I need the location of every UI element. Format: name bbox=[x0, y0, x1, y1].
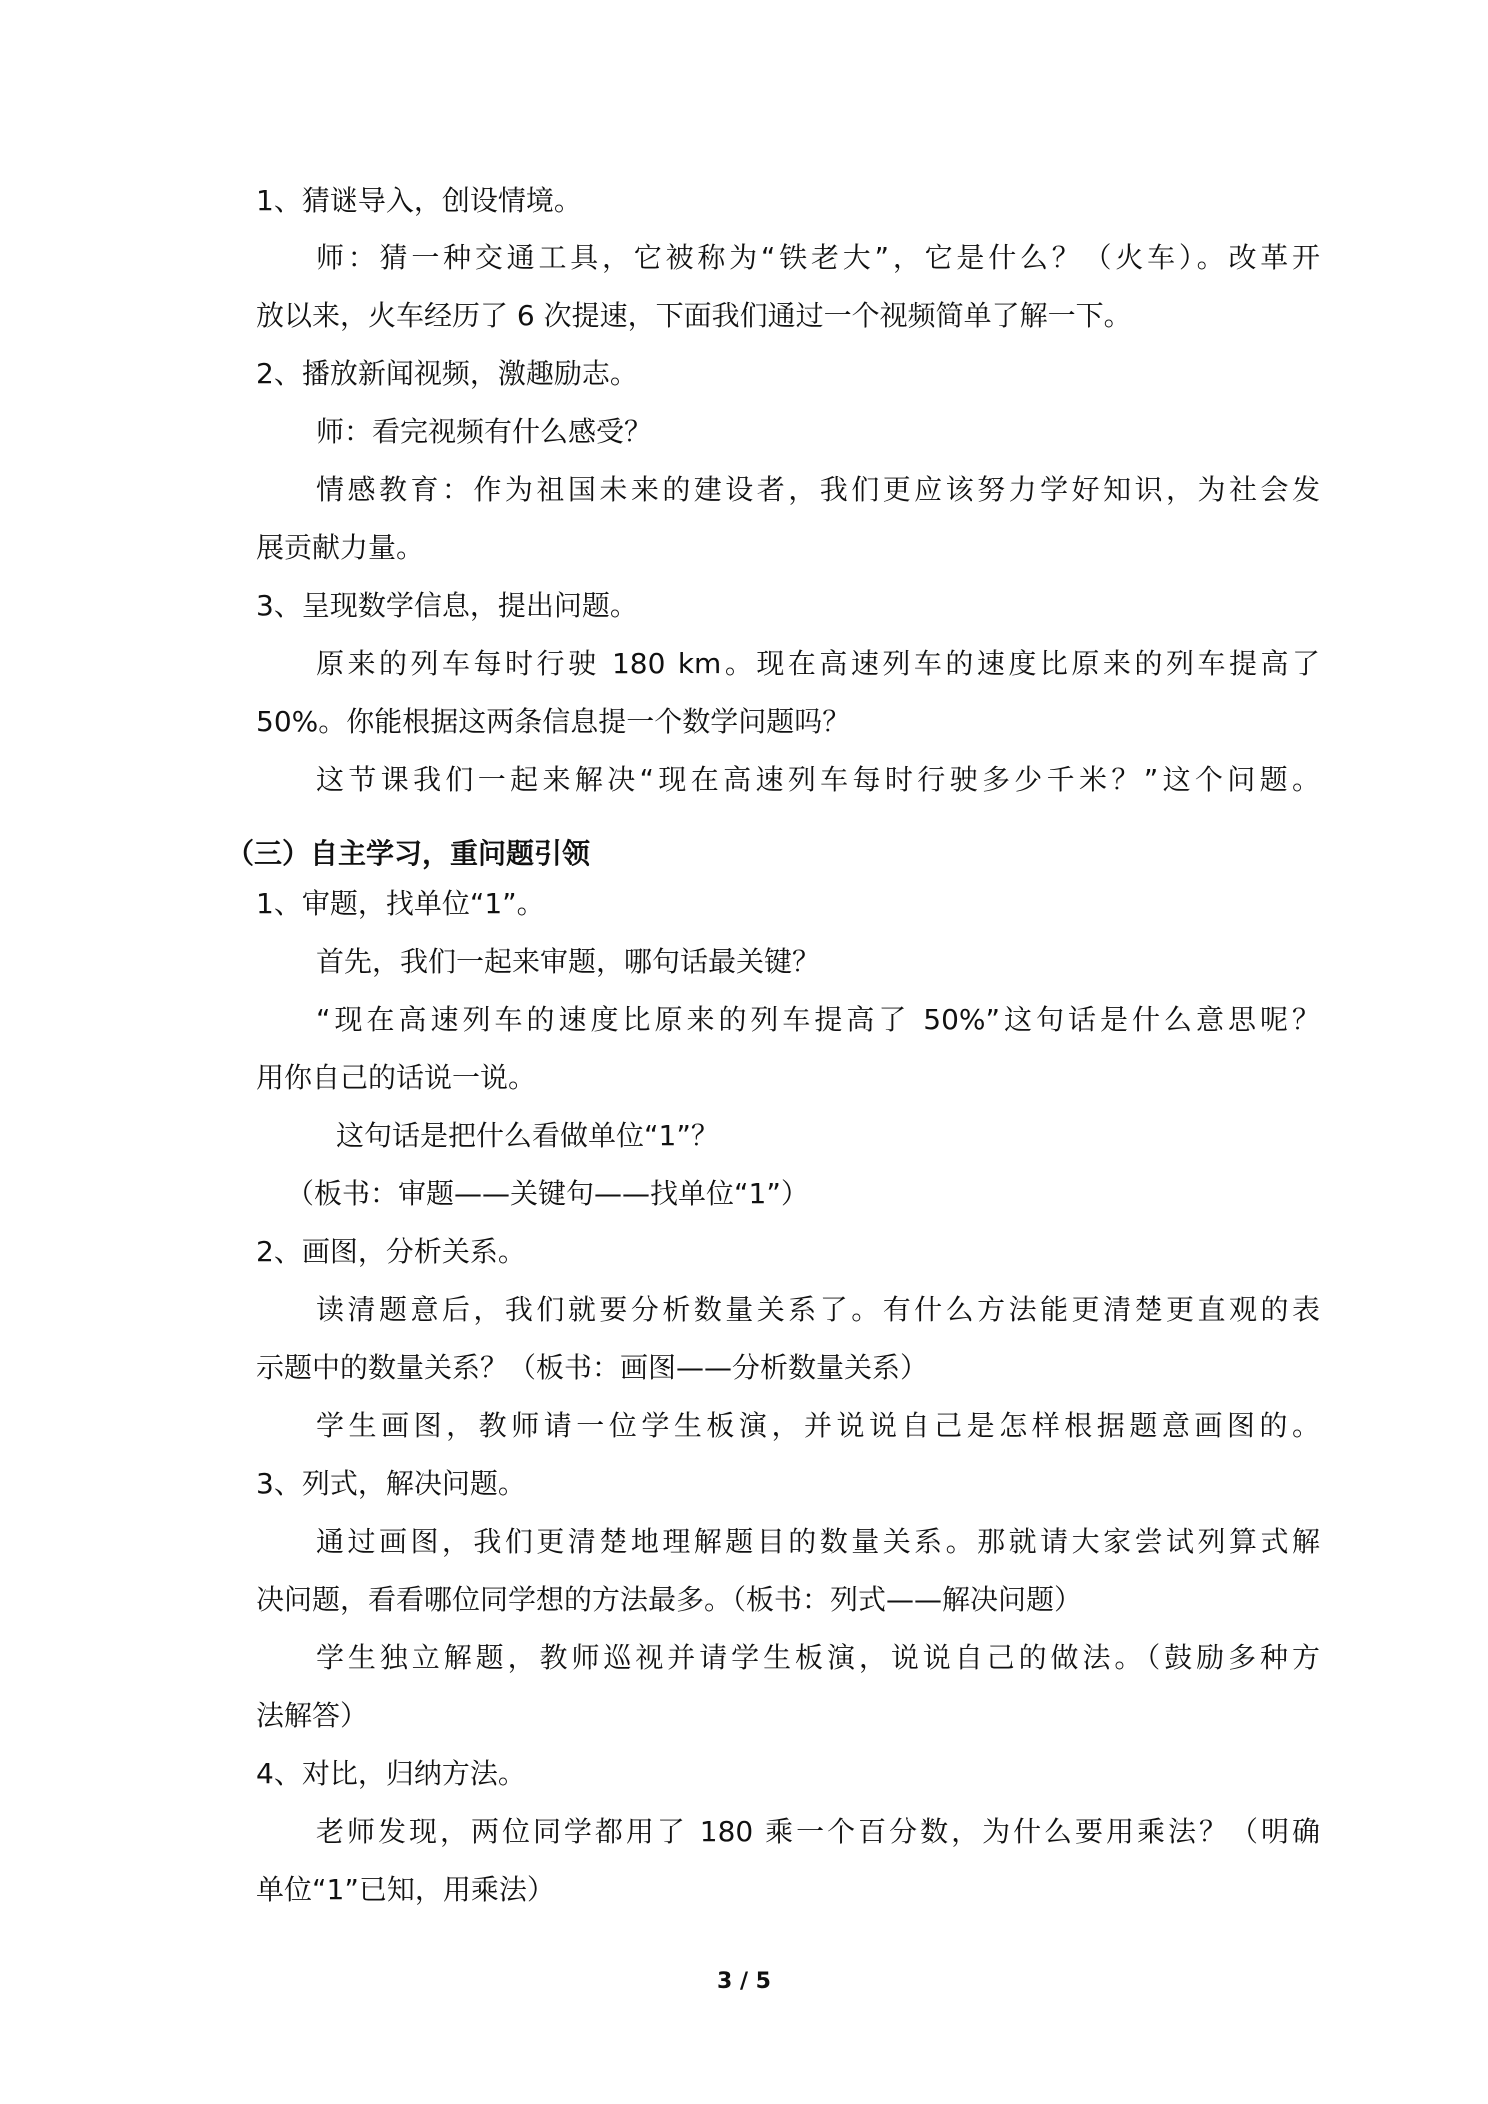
paragraph-line: 法解答） bbox=[256, 1699, 369, 1732]
paragraph-line: 这节课我们一起来解决“现在高速列车每时行驶多少千米？”这个问题。 bbox=[316, 763, 1320, 796]
list-item-1: 1、审题，找单位“1”。 bbox=[256, 887, 545, 920]
list-item-1: 1、猜谜导入，创设情境。 bbox=[256, 184, 582, 217]
paragraph-line: 用你自己的话说一说。 bbox=[256, 1061, 537, 1094]
list-item-3: 3、列式，解决问题。 bbox=[256, 1467, 526, 1500]
section-heading: （三）自主学习，重问题引领 bbox=[226, 837, 591, 870]
paragraph-line: 首先，我们一起来审题，哪句话最关键？ bbox=[316, 945, 821, 978]
paragraph-line: 示题中的数量关系？（板书：画图——分析数量关系） bbox=[256, 1351, 929, 1384]
list-item-2: 2、画图，分析关系。 bbox=[256, 1235, 526, 1268]
paragraph-line: 学生独立解题，教师巡视并请学生板演，说说自己的做法。（鼓励多种方 bbox=[316, 1641, 1320, 1674]
paragraph-line: 决问题，看看哪位同学想的方法最多。（板书：列式——解决问题） bbox=[256, 1583, 1083, 1616]
paragraph-line: 展贡献力量。 bbox=[256, 531, 425, 564]
paragraph-line: 老师发现，两位同学都用了 180 乘一个百分数，为什么要用乘法？（明确 bbox=[316, 1815, 1320, 1848]
board-note: （板书：审题——关键句——找单位“1”） bbox=[286, 1177, 809, 1210]
paragraph-line: 原来的列车每时行驶 180 km。现在高速列车的速度比原来的列车提高了 bbox=[316, 647, 1320, 680]
paragraph-line: 师：看完视频有什么感受？ bbox=[316, 415, 653, 448]
paragraph-line: 读清题意后，我们就要分析数量关系了。有什么方法能更清楚更直观的表 bbox=[316, 1293, 1320, 1326]
page-number: 3 / 5 bbox=[717, 1969, 771, 1994]
paragraph-line: 50%。你能根据这两条信息提一个数学问题吗？ bbox=[256, 705, 851, 738]
list-item-3: 3、呈现数学信息，提出问题。 bbox=[256, 589, 638, 622]
paragraph-line: 单位“1”已知，用乘法） bbox=[256, 1873, 555, 1906]
paragraph-line: 放以来，火车经历了 6 次提速，下面我们通过一个视频简单了解一下。 bbox=[256, 299, 1132, 332]
paragraph-line: 师：猜一种交通工具，它被称为“铁老大”，它是什么？（火车）。改革开 bbox=[316, 241, 1320, 274]
list-item-4: 4、对比，归纳方法。 bbox=[256, 1757, 526, 1790]
paragraph-line: 这句话是把什么看做单位“1”？ bbox=[336, 1119, 719, 1152]
paragraph-line: 通过画图，我们更清楚地理解题目的数量关系。那就请大家尝试列算式解 bbox=[316, 1525, 1320, 1558]
paragraph-line: 学生画图，教师请一位学生板演，并说说自己是怎样根据题意画图的。 bbox=[316, 1409, 1320, 1442]
paragraph-line: “现在高速列车的速度比原来的列车提高了 50%”这句话是什么意思呢？ bbox=[316, 1003, 1320, 1036]
list-item-2: 2、播放新闻视频，激趣励志。 bbox=[256, 357, 638, 390]
paragraph-line: 情感教育：作为祖国未来的建设者，我们更应该努力学好知识，为社会发 bbox=[316, 473, 1320, 506]
